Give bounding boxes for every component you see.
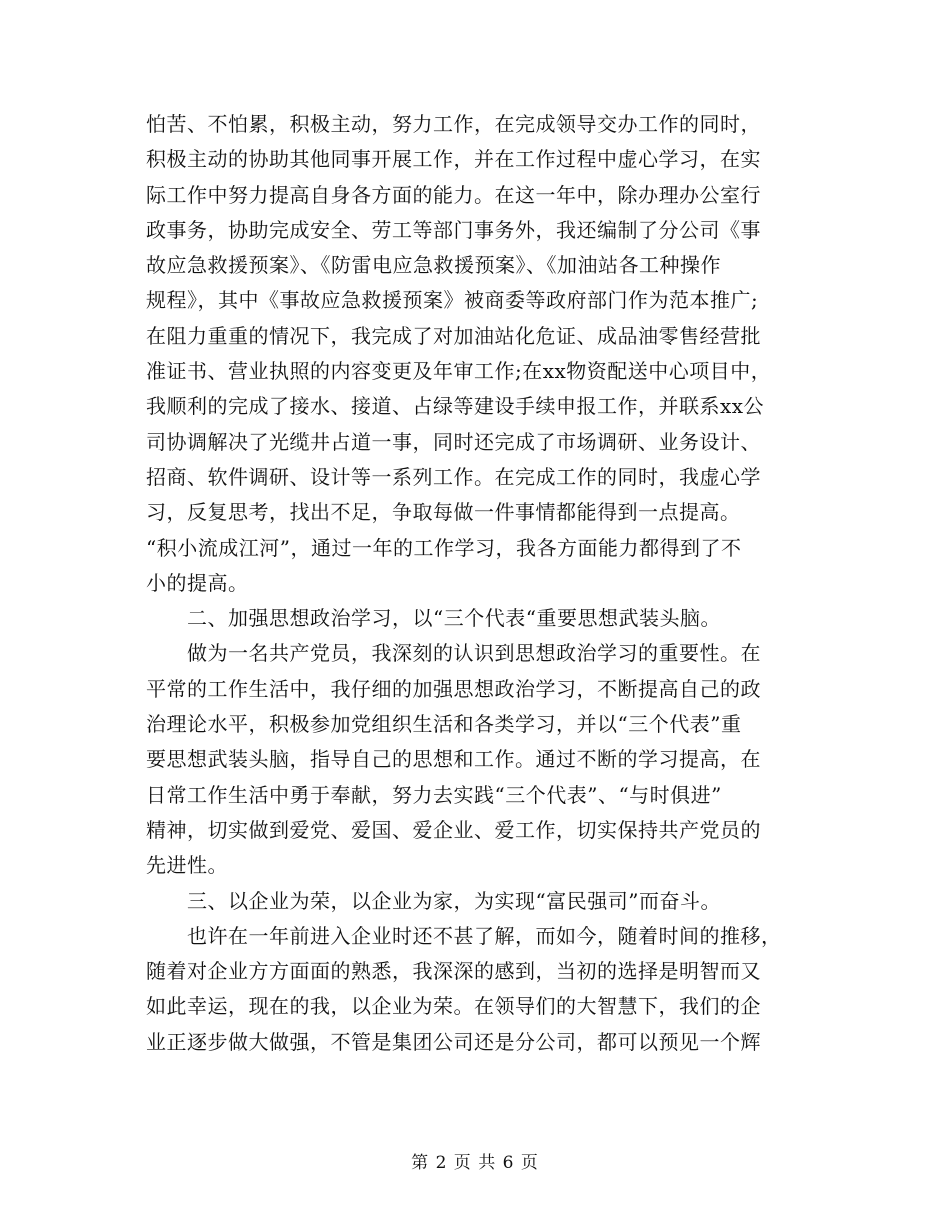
text-line: 先进性。: [146, 853, 228, 878]
text-line: 在阻力重重的情况下，我完成了对加油站化危证、成品油零售经营批: [146, 323, 761, 348]
section-heading-2: 二、加强思想政治学习，以“三个代表“重要思想武装头脑。: [146, 606, 721, 631]
text-line: 做为一名共产党员，我深刻的认识到思想政治学习的重要性。在: [146, 641, 761, 666]
text-line: 业正逐步做大做强，不管是集团公司还是分公司，都可以预见一个辉: [146, 1029, 761, 1054]
text-line: 规程》，其中《事故应急救援预案》被商委等政府部门作为范本推广;: [146, 288, 759, 313]
text-line: 司协调解决了光缆井占道一事，同时还完成了市场调研、业务设计、: [146, 429, 761, 454]
text-line: 日常工作生活中勇于奉献，努力去实践“三个代表”、“与时俱进”: [146, 782, 722, 807]
text-line: 随着对企业方方面面的熟悉，我深深的感到，当初的选择是明智而又: [146, 959, 761, 984]
text-line: 我顺利的完成了接水、接道、占绿等建设手续申报工作，并联系xx公: [146, 394, 765, 419]
text-line: 准证书、营业执照的内容变更及年审工作;在xx物资配送中心项目中，: [146, 359, 772, 384]
text-line: 要思想武装头脑，指导自己的思想和工作。通过不断的学习提高，在: [146, 747, 761, 772]
text-line: “积小流成江河”，通过一年的工作学习，我各方面能力都得到了不: [146, 535, 742, 560]
text-line: 如此幸运，现在的我，以企业为荣。在领导们的大智慧下，我们的企: [146, 994, 761, 1019]
text-line: 招商、软件调研、设计等一系列工作。在完成工作的同时，我虚心学: [146, 464, 761, 489]
text-line: 故应急救援预案》、《防雷电应急救援预案》、《加油站各工种操作: [146, 253, 721, 278]
document-body: [146, 107, 806, 1060]
text-line: 平常的工作生活中，我仔细的加强思想政治学习，不断提高自己的政: [146, 676, 761, 701]
text-line: 积极主动的协助其他同事开展工作，并在工作过程中虚心学习，在实: [146, 147, 761, 172]
text-line: 习，反复思考，找出不足，争取每做一件事情都能得到一点提高。: [146, 500, 741, 525]
text-line: 精神，切实做到爱党、爱国、爱企业、爱工作，切实保持共产党员的: [146, 817, 761, 842]
text-line: 政事务，协助完成安全、劳工等部门事务外，我还编制了分公司《事: [146, 217, 761, 242]
text-line: 小的提高。: [146, 570, 249, 595]
text-line: 也许在一年前进入企业时还不甚了解，而如今，随着时间的推移，: [146, 923, 782, 948]
section-heading-3: 三、以企业为荣，以企业为家，为实现“富民强司”而奋斗。: [146, 888, 721, 913]
text-line: 怕苦、不怕累，积极主动，努力工作，在完成领导交办工作的同时，: [146, 112, 761, 136]
text-line: 治理论水平，积极参加党组织生活和各类学习，并以“三个代表”重: [146, 712, 742, 737]
page-number: 第 2 页 共 6 页: [411, 1153, 539, 1173]
text-line: 际工作中努力提高自身各方面的能力。在这一年中，除办理办公室行: [146, 182, 761, 207]
